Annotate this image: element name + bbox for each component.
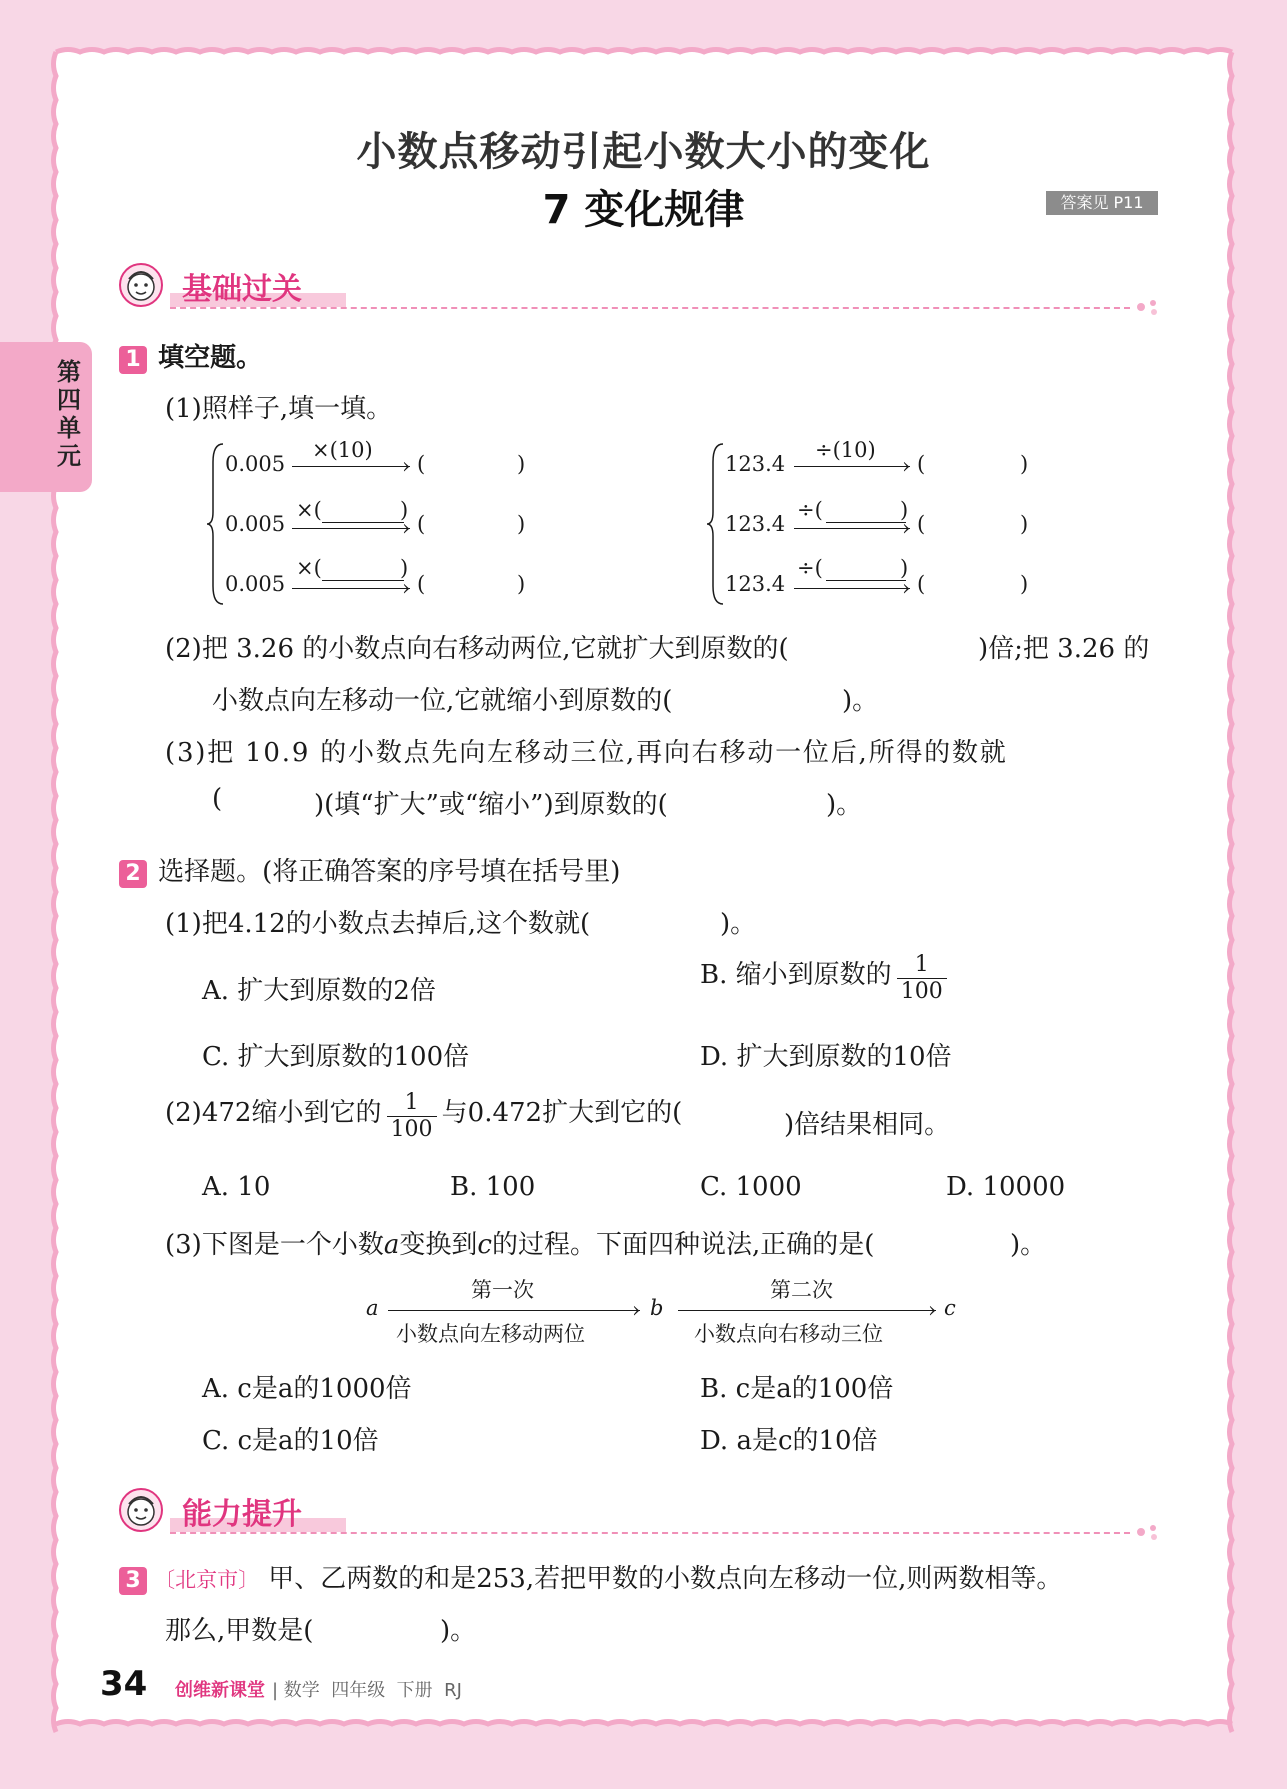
right-number: 123.4 xyxy=(725,572,786,596)
cartoon-avatar-icon xyxy=(118,1487,164,1533)
q2-s1-stem: (1)把4.12的小数点去掉后,这个数就( xyxy=(165,909,591,939)
section-divider xyxy=(170,1532,1130,1534)
result-open-paren: ( xyxy=(417,452,426,476)
q2-header xyxy=(119,851,620,888)
stem-part: 的过程。下面四种说法,正确的是( xyxy=(491,1230,875,1260)
stem-part: 与0.472扩大到它的( xyxy=(441,1098,683,1128)
right-number: 123.4 xyxy=(725,452,786,476)
lesson-title: 7 变化规律 xyxy=(542,187,745,233)
diagram-step2-bottom: 小数点向右移动三位 xyxy=(694,1322,883,1346)
result-close-paren: ) xyxy=(1020,512,1029,536)
left-row-3 xyxy=(225,572,285,596)
left-op-1: ×(10) xyxy=(312,438,373,462)
q2-s1-option-b[interactable] xyxy=(700,952,947,1005)
q2-s3-option-b[interactable]: B. c是a的100倍 xyxy=(700,1374,894,1404)
question-number-badge: 1 xyxy=(119,346,147,374)
q2-title: 选择题。(将正确答案的序号填在括号里) xyxy=(158,857,621,887)
section-divider xyxy=(170,307,1130,309)
unit-tab-label: 第四单元 xyxy=(57,358,81,470)
question-number-badge: 3 xyxy=(119,1567,147,1595)
stem-part: 变换到 xyxy=(399,1230,478,1260)
region-tag: 〔北京市〕 xyxy=(154,1568,260,1592)
q1-title: 填空题。 xyxy=(158,343,263,373)
q2-s2-stem-end: )倍结果相同。 xyxy=(784,1110,951,1140)
option-b-text: B. 缩小到原数的 xyxy=(700,960,892,990)
section-advanced-title: 能力提升 xyxy=(182,1497,302,1532)
q1-header xyxy=(119,337,262,374)
right-number: 123.4 xyxy=(725,512,786,536)
page-number: 34 xyxy=(100,1664,148,1704)
variable-c: c xyxy=(477,1230,492,1260)
diagram-b: b xyxy=(650,1296,664,1320)
right-op-2: ÷( xyxy=(797,498,823,522)
left-brace xyxy=(205,442,227,610)
diagram-step1-bottom: 小数点向左移动两位 xyxy=(396,1322,585,1346)
arrow-head: › xyxy=(402,516,411,540)
right-op-3: ÷( xyxy=(797,556,823,580)
q2-s1-option-d[interactable]: D. 扩大到原数的10倍 xyxy=(700,1042,952,1072)
diagram-c: c xyxy=(944,1296,956,1320)
fraction-numerator: 1 xyxy=(897,952,947,979)
result-close-paren: ) xyxy=(517,512,526,536)
op-close-paren: ) xyxy=(900,498,909,522)
result-open-paren: ( xyxy=(417,572,426,596)
right-op-1: ÷(10) xyxy=(815,438,876,462)
arrow-line xyxy=(292,588,410,589)
q1-part3-line2-end: )。 xyxy=(826,790,863,820)
diagram-a: a xyxy=(366,1296,379,1320)
answer-blank-line[interactable] xyxy=(826,580,906,581)
q2-s2-option-d[interactable]: D. 10000 xyxy=(946,1172,1066,1202)
arrow-head: › xyxy=(402,454,411,478)
q1-part2-line1: (2)把 3.26 的小数点向右移动两位,它就扩大到原数的( xyxy=(165,634,789,664)
arrow-line xyxy=(794,466,910,467)
q1-part2-line2: 小数点向左移动一位,它就缩小到原数的( xyxy=(212,686,673,716)
left-op-2: ×( xyxy=(296,498,322,522)
q3-text: 甲、乙两数的和是253,若把甲数的小数点向左移动一位,则两数相等。 xyxy=(268,1564,1063,1594)
dots-decoration xyxy=(1135,1522,1165,1546)
q1-part2-line1-end: )倍;把 3.26 的 xyxy=(978,634,1150,664)
fraction-denominator: 100 xyxy=(390,1117,433,1142)
fraction-denominator: 100 xyxy=(900,979,943,1004)
cartoon-avatar-icon xyxy=(118,262,164,308)
q2-s1-stem-end: )。 xyxy=(720,909,757,939)
q2-s3-stem xyxy=(165,1224,874,1261)
answer-blank-line[interactable] xyxy=(322,580,404,581)
arrow-line xyxy=(678,1310,936,1311)
result-open-paren: ( xyxy=(917,572,926,596)
page-title: 小数点移动引起小数大小的变化 xyxy=(356,129,931,175)
footer-brand: 创维新课堂 xyxy=(175,1680,265,1701)
op-close-paren: ) xyxy=(400,498,409,522)
left-row-1 xyxy=(225,452,285,476)
result-close-paren: ) xyxy=(517,572,526,596)
left-number: 0.005 xyxy=(225,512,286,536)
q1-part2-line2-end: )。 xyxy=(842,686,879,716)
variable-a: a xyxy=(383,1230,400,1260)
q3-line1 xyxy=(119,1558,1062,1595)
arrow-line xyxy=(292,466,410,467)
q3-line2: 那么,甲数是( xyxy=(165,1616,314,1646)
arrow-head: › xyxy=(902,454,911,478)
op-close-paren: ) xyxy=(900,556,909,580)
stem-part: (3)下图是一个小数 xyxy=(165,1230,384,1260)
section-basic-title: 基础过关 xyxy=(182,272,302,307)
arrow-line xyxy=(388,1310,640,1311)
result-close-paren: ) xyxy=(517,452,526,476)
arrow-head: › xyxy=(902,576,911,600)
arrow-line xyxy=(794,528,910,529)
q2-s3-stem-end: )。 xyxy=(1010,1230,1047,1260)
q2-s2-stem xyxy=(165,1090,682,1143)
q2-s2-option-a[interactable]: A. 10 xyxy=(202,1172,271,1202)
left-op-3: ×( xyxy=(296,556,322,580)
left-number: 0.005 xyxy=(225,452,286,476)
q3-line2-end: )。 xyxy=(440,1616,477,1646)
arrow-head: › xyxy=(402,576,411,600)
q1-part3-line1: (3)把 10.9 的小数点先向左移动三位,再向右移动一位后,所得的数就 xyxy=(165,738,1008,768)
q1-part1-label: (1)照样子,填一填。 xyxy=(165,394,393,424)
diagram-step1-top: 第一次 xyxy=(471,1278,534,1302)
answer-reference-badge: 答案见 P11 xyxy=(1046,191,1158,215)
question-number-badge: 2 xyxy=(119,860,147,888)
footer-info: | 数学 四年级 下册 RJ xyxy=(272,1680,462,1701)
right-brace xyxy=(705,442,727,610)
q2-s3-option-d[interactable]: D. a是c的10倍 xyxy=(700,1426,878,1456)
result-close-paren: ) xyxy=(1020,452,1029,476)
arrow-head: › xyxy=(928,1298,937,1322)
fraction xyxy=(897,952,947,1005)
dots-decoration xyxy=(1135,297,1165,321)
result-open-paren: ( xyxy=(417,512,426,536)
arrow-line xyxy=(794,588,910,589)
unit-side-tab xyxy=(0,342,92,492)
left-row-2 xyxy=(225,512,285,536)
op-close-paren: ) xyxy=(400,556,409,580)
q2-s1-option-a[interactable]: A. 扩大到原数的2倍 xyxy=(202,976,436,1006)
q1-part3-line2: )(填“扩大”或“缩小”)到原数的( xyxy=(314,790,668,820)
process-diagram xyxy=(366,1274,966,1354)
answer-blank-line[interactable] xyxy=(322,522,404,523)
fraction-numerator: 1 xyxy=(387,1090,437,1117)
result-close-paren: ) xyxy=(1020,572,1029,596)
left-number: 0.005 xyxy=(225,572,286,596)
arrow-head: › xyxy=(902,516,911,540)
q2-s3-option-a[interactable]: A. c是a的1000倍 xyxy=(202,1374,412,1404)
q2-s2-option-b[interactable]: B. 100 xyxy=(450,1172,536,1202)
q2-s2-option-c[interactable]: C. 1000 xyxy=(700,1172,802,1202)
arrow-head: › xyxy=(632,1298,641,1322)
diagram-step2-top: 第二次 xyxy=(770,1278,833,1302)
q2-s1-option-c[interactable]: C. 扩大到原数的100倍 xyxy=(202,1042,470,1072)
q2-s3-option-c[interactable]: C. c是a的10倍 xyxy=(202,1426,379,1456)
arrow-line xyxy=(292,528,410,529)
q1-part3-paren: ( xyxy=(212,784,223,814)
stem-part: (2)472缩小到它的 xyxy=(165,1098,382,1128)
result-open-paren: ( xyxy=(917,452,926,476)
fraction xyxy=(387,1090,437,1143)
answer-blank-line[interactable] xyxy=(826,522,906,523)
result-open-paren: ( xyxy=(917,512,926,536)
